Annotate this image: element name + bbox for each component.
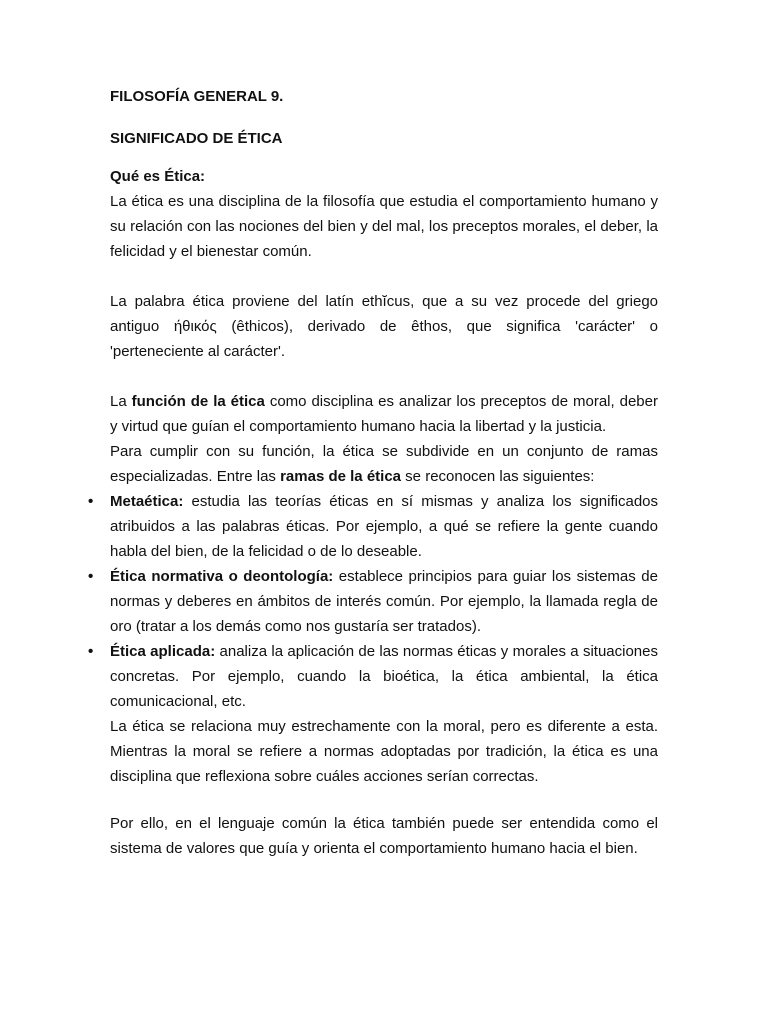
document-body <box>88 84 658 861</box>
paragraph-function <box>110 389 658 439</box>
branch-text: analiza la aplicación de las normas éticas y morales a situaciones concretas. Por ejemplo, cuando la bioética, la ética ambiental, la ética comunicacional, etc. <box>110 643 658 710</box>
paragraph-branches-bold: ramas de la ética <box>280 468 402 485</box>
paragraph-definition: La ética es una disciplina de la filosofía que estudia el comportamiento humano y su relación con las nociones del bien y del mal, los preceptos morales, el deber, la felicidad y el bienestar común. <box>110 193 658 260</box>
branch-term: Ética normativa o deontología: <box>110 568 334 585</box>
list-item <box>88 489 658 564</box>
document-subtitle: SIGNIFICADO DE ÉTICA <box>110 130 283 147</box>
paragraph-function-lead: La <box>110 393 132 410</box>
paragraph-branches-lead: Para cumplir con su función, la ética se subdivide en un conjunto de ramas especializadas. Entre las <box>110 443 658 485</box>
paragraph-etymology: La palabra ética proviene del latín ethĭcus, que a su vez procede del griego antiguo ήθικός (êthicos), derivado de êthos, que significa 'carácter' o 'perteneciente al carácter'. <box>110 293 658 360</box>
document-title: FILOSOFÍA GENERAL 9. <box>110 88 284 105</box>
bullet-icon: • <box>88 568 94 585</box>
branch-term: Ética aplicada: <box>110 643 216 660</box>
branch-term: Metaética: <box>110 493 184 510</box>
paragraph-conclusion: Por ello, en el lenguaje común la ética también puede ser entendida como el sistema de valores que guía y orienta el comportamiento humano hacia el bien. <box>110 815 658 857</box>
paragraph-branches-rest: se reconocen las siguientes: <box>401 468 595 485</box>
paragraph-function-rest: como disciplina es analizar los preceptos de moral, deber y virtud que guían el comportamiento humano hacia la libertad y la justicia. <box>110 393 658 435</box>
paragraph-function-bold: función de la ética <box>131 393 265 410</box>
list-item <box>88 639 658 714</box>
paragraph-branches-intro <box>110 439 658 489</box>
branches-list <box>88 489 658 714</box>
paragraph-ethics-vs-moral: La ética se relaciona muy estrechamente con la moral, pero es diferente a esta. Mientras la moral se refiere a normas adoptadas por tradición, la ética es una disciplina que reflexiona sobre cuáles acciones serían correctas. <box>110 718 658 785</box>
section-heading: Qué es Ética: <box>110 168 206 185</box>
bullet-icon: • <box>88 643 94 660</box>
bullet-icon: • <box>88 493 94 510</box>
list-item <box>88 564 658 639</box>
branch-text: establece principios para guiar los sistemas de normas y deberes en ámbitos de interés común. Por ejemplo, la llamada regla de oro (tratar a los demás como nos gustaría ser tratados). <box>110 568 658 635</box>
branch-text: estudia las teorías éticas en sí mismas y analiza los significados atribuidos a las palabras éticas. Por ejemplo, a qué se refiere la gente cuando habla del bien, de la felicidad o de lo deseable. <box>110 493 658 560</box>
